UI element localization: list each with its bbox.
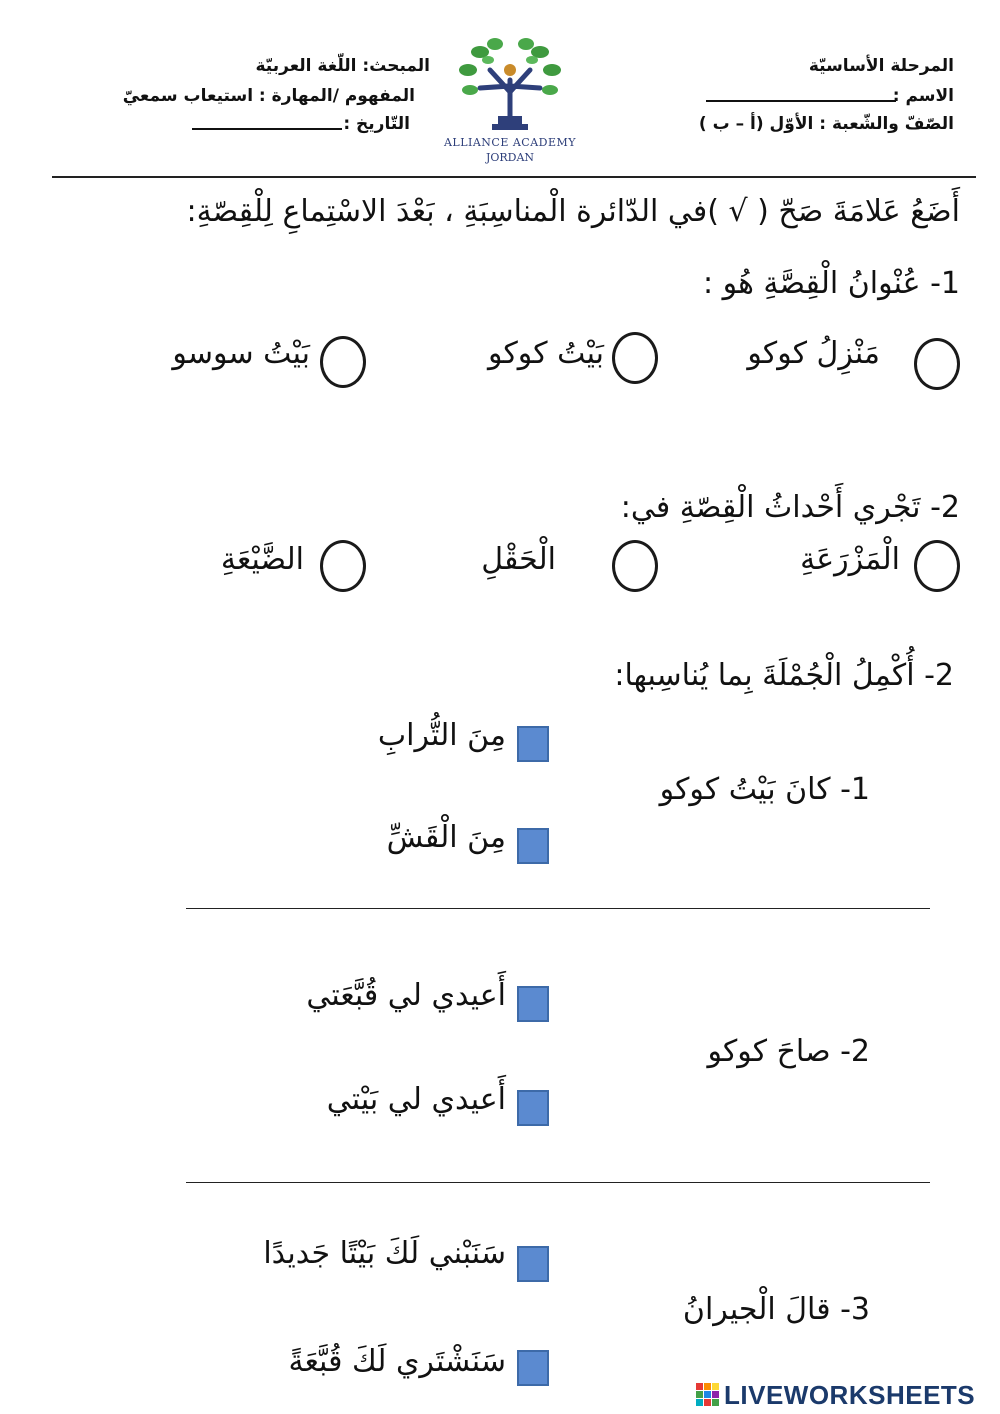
- q3-item1-choice2-text: مِنَ الْقَشِّ: [386, 820, 506, 855]
- q3-item1-choice1-box[interactable]: [517, 726, 549, 762]
- stage-label: المرحلة الأساسيّة: [808, 56, 954, 76]
- subject-label: المبحث: اللّغة العربيّة: [255, 56, 430, 76]
- q2-option-1-circle[interactable]: [914, 540, 960, 592]
- q2-option-2-text: الْحَقْلِ: [481, 542, 556, 577]
- q2-option-1-text: الْمَزْرَعَةِ: [800, 542, 900, 577]
- item1-divider: [186, 908, 930, 909]
- q1-option-2-circle[interactable]: [612, 332, 658, 384]
- q3-item3-choice2-text: سَنَشْتَري لَكَ قُبَّعَةً: [288, 1344, 506, 1379]
- q1-option-3-circle[interactable]: [320, 336, 366, 388]
- name-label: [893, 86, 954, 106]
- concept-label: المفهوم /المهارة : استيعاب سمعيّ: [122, 86, 415, 106]
- q3-item2-choice2-box[interactable]: [517, 1090, 549, 1126]
- q2-label: 2- تَجْري أَحْداثُ الْقِصّةِ في:: [620, 490, 960, 525]
- school-logo: [440, 30, 580, 170]
- item2-divider: [186, 1182, 930, 1183]
- q3-item1-prompt: 1- كانَ بَيْتُ كوكو: [659, 772, 870, 807]
- name-field-line[interactable]: [706, 100, 896, 102]
- q1-option-2-text: بَيْتُ كوكو: [488, 336, 604, 371]
- instruction-text: أَضَعُ عَلامَةَ صَحّ ( √ )في الدّائرة الْمناسِبَةِ ، بَعْدَ الاسْتِماعِ لِلْقِصّةِ:: [186, 194, 960, 229]
- q1-option-1-text: مَنْزِلُ كوكو: [747, 336, 880, 371]
- q2-option-3-text: الضَّيْعَةِ: [220, 542, 304, 577]
- q1-option-1-circle[interactable]: [914, 338, 960, 390]
- logo-text-line1: ALLIANCE ACADEMY: [443, 136, 577, 149]
- logo-text-line2: JORDAN: [485, 151, 535, 164]
- class-label: الصّفّ والشّعبة : الأوّل (أ – ب ): [698, 114, 954, 134]
- q3-label: 2- أُكْمِلُ الْجُمْلَةَ بِما يُناسِبها:: [614, 658, 954, 693]
- q3-item3-prompt: 3- قالَ الْجيرانُ: [682, 1292, 870, 1327]
- q3-item2-choice1-box[interactable]: [517, 986, 549, 1022]
- q1-option-3-text: بَيْتُ سوسو: [172, 336, 310, 371]
- date-label: التّاريخ :: [343, 114, 410, 134]
- q1-label: 1- عُنْوانُ الْقِصَّةِ هُو :: [702, 266, 960, 301]
- name-label-text: الاسم :: [892, 86, 954, 106]
- q2-option-3-circle[interactable]: [320, 540, 366, 592]
- liveworksheets-grid-icon: [696, 1383, 720, 1407]
- q3-item3-choice1-text: سَنَبْني لَكَ بَيْتًا جَديدًا: [263, 1236, 506, 1271]
- tree-icon: [440, 30, 580, 140]
- q3-item2-choice2-text: أَعيدي لي بَيْتي: [326, 1082, 506, 1117]
- q3-item1-choice2-box[interactable]: [517, 828, 549, 864]
- liveworksheets-brand-text: LIVEWORKSHEETS: [724, 1380, 976, 1410]
- header-divider: [52, 176, 976, 178]
- q3-item2-choice1-text: أَعيدي لي قُبَّعَتي: [306, 978, 506, 1013]
- q2-option-2-circle[interactable]: [612, 540, 658, 592]
- q3-item2-prompt: 2- صاحَ كوكو: [707, 1034, 870, 1069]
- date-field-line[interactable]: [192, 128, 342, 130]
- q3-item3-choice2-box[interactable]: [517, 1350, 549, 1386]
- q3-item1-choice1-text: مِنَ التُّرابِ: [377, 718, 506, 753]
- q3-item3-choice1-box[interactable]: [517, 1246, 549, 1282]
